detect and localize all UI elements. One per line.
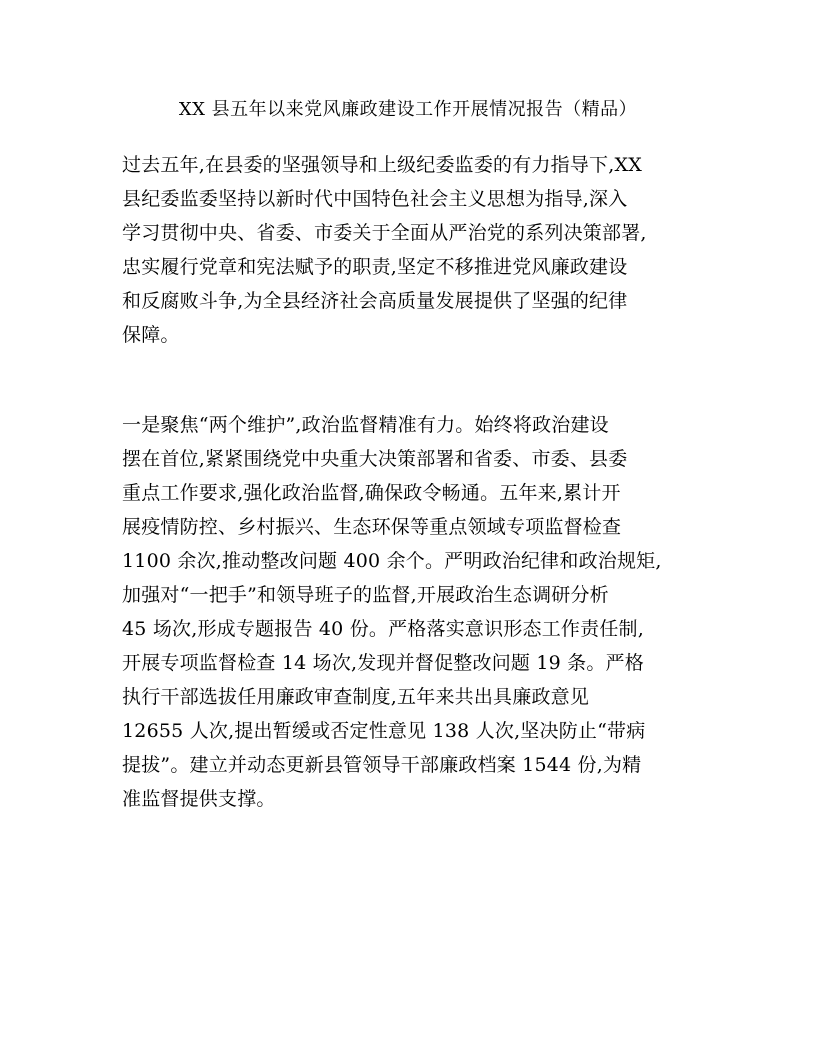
text-line: 开展专项监督检查 14 场次,发现并督促整改问题 19 条。严格 <box>122 652 644 674</box>
text-line: 展疫情防控、乡村振兴、生态环保等重点领域专项监督检查 <box>122 516 622 538</box>
text-line: 保障。 <box>122 324 180 346</box>
paragraph-intro <box>122 148 712 352</box>
text-line: 摆在首位,紧紧围绕党中央重大决策部署和省委、市委、县委 <box>122 448 628 470</box>
text-line: 一是聚焦“两个维护”,政治监督精准有力。始终将政治建设 <box>122 414 609 436</box>
text-line: 12655 人次,提出暂缓或否定性意见 138 人次,坚决防止“带病 <box>122 720 646 742</box>
text-line: 准监督提供支撑。 <box>122 788 276 810</box>
text-line: 和反腐败斗争,为全县经济社会高质量发展提供了坚强的纪律 <box>122 290 628 312</box>
text-line: 县纪委监委坚持以新时代中国特色社会主义思想为指导,深入 <box>122 188 628 210</box>
text-line: 忠实履行党章和宪法赋予的职责,坚定不移推进党风廉政建设 <box>122 256 628 278</box>
text-line: 加强对“一把手”和领导班子的监督,开展政治生态调研分析 <box>122 584 609 606</box>
text-line: 提拔”。建立并动态更新县管领导干部廉政档案 1544 份,为精 <box>122 754 642 776</box>
text-line: 1100 余次,推动整改问题 400 余个。严明政治纪律和政治规矩, <box>122 550 662 572</box>
document-title: XX 县五年以来党风廉政建设工作开展情况报告（精品） <box>178 99 638 120</box>
text-line: 45 场次,形成专题报告 40 份。严格落实意识形态工作责任制, <box>122 618 644 640</box>
text-line: 学习贯彻中央、省委、市委关于全面从严治党的系列决策部署, <box>122 222 647 244</box>
paragraph-political-supervision <box>122 408 712 816</box>
text-line: 执行干部选拔任用廉政审查制度,五年来共出具廉政意见 <box>122 686 590 708</box>
text-line: 重点工作要求,强化政治监督,确保政令畅通。五年来,累计开 <box>122 482 621 504</box>
text-line: 过去五年,在县委的坚强领导和上级纪委监委的有力指导下,XX <box>122 154 642 176</box>
